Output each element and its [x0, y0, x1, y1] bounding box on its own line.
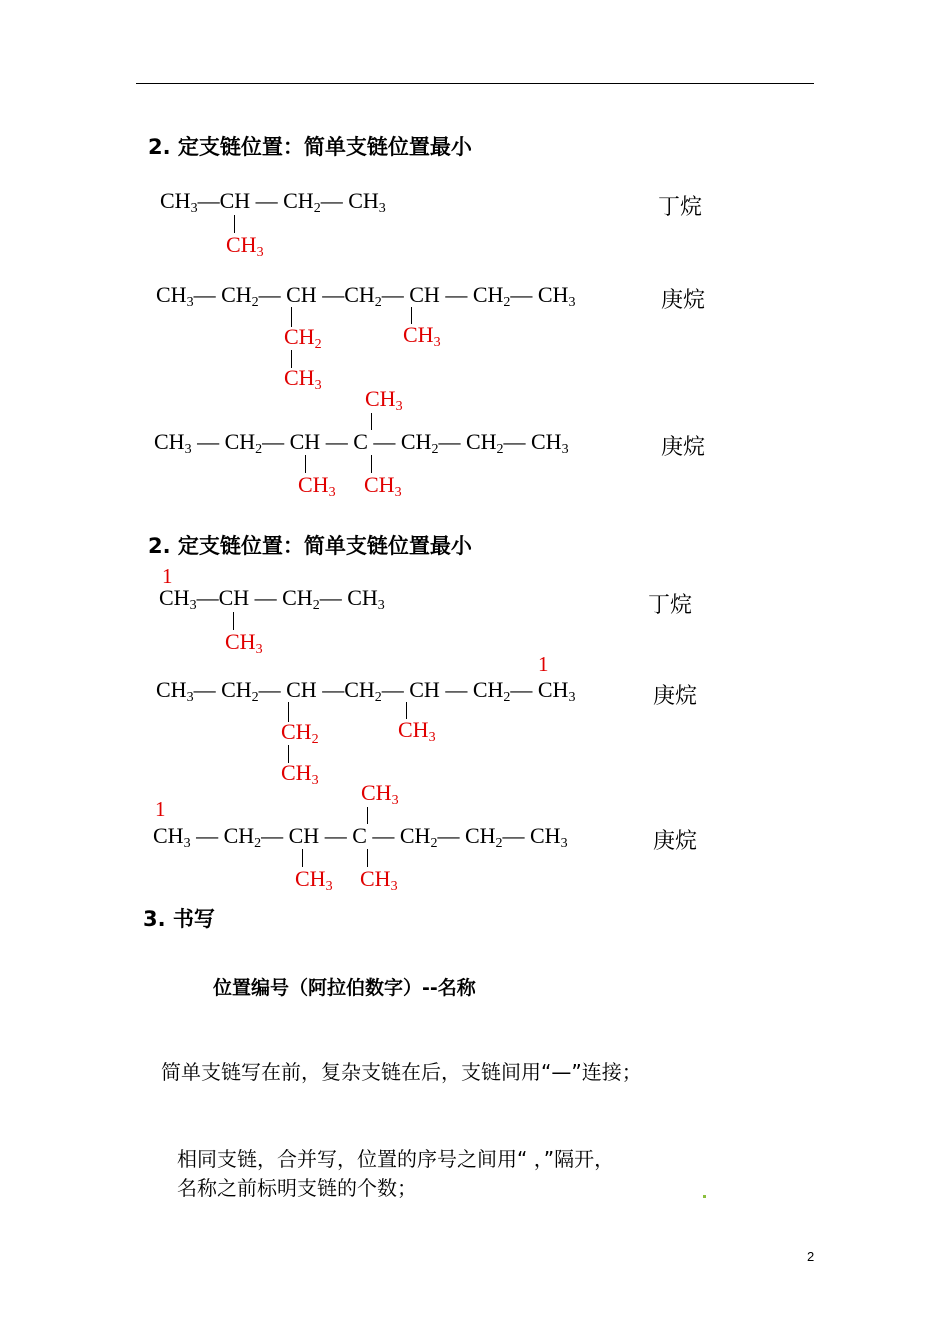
- heptane1-branch-methyl: $CH_3$: [403, 322, 441, 350]
- butane-name: 丁烷: [658, 195, 703, 220]
- butane-main-chain: $CH_3—CH$ — $CH_2—$ $CH_3$: [160, 188, 386, 216]
- heptane2-bond-1b: [302, 849, 303, 867]
- writing-rule-3b: 名称之前标明支链的个数；: [177, 1176, 417, 1200]
- butane-main-chain-2: $CH_3—CH$ — $CH_2—$ $CH_3$: [159, 585, 385, 613]
- butane-branch-2: $CH_3$: [225, 629, 263, 657]
- heptane2-bond-1: [305, 455, 306, 473]
- heptane2-branch-1: $CH_3$: [298, 472, 336, 500]
- heptane1-branch-ethyl-ch2-b: $CH_2$: [281, 719, 319, 747]
- heptane2-name-2: 庚烷: [653, 829, 698, 854]
- heptane2-bond-2: [371, 455, 372, 473]
- butane-number-1: 1: [162, 564, 173, 588]
- heptane1-branch-ethyl-ch3: $CH_3$: [284, 365, 322, 393]
- heptane2-top-branch: $CH_3$: [365, 386, 403, 414]
- heptane1-number-1: 1: [538, 652, 549, 676]
- writing-rule-2: 简单支链写在前，复杂支链在后，支链间用“—”连接；: [161, 1060, 642, 1084]
- section-heading-3: 3. 书写: [143, 907, 215, 931]
- heptane2-main-chain: $CH_3$ — $CH_2—$ CH — C — $CH_2—$ $CH_2—$ $CH_3$: [154, 429, 569, 457]
- heptane2-bond-top: [371, 413, 372, 430]
- butane-branch: $CH_3$: [226, 232, 264, 260]
- butane-bond: [234, 215, 235, 233]
- heptane1-branch-ethyl-ch3-b: $CH_3$: [281, 760, 319, 788]
- heptane2-top-branch-b: $CH_3$: [361, 780, 399, 808]
- decorative-dot: [703, 1195, 706, 1198]
- writing-rule-3a: 相同支链，合并写，位置的序号之间用“ ，”隔开，: [177, 1147, 615, 1171]
- heptane1-branch-ethyl-ch2: $CH_2$: [284, 324, 322, 352]
- section-heading-1: 2. 定支链位置：简单支链位置最小: [148, 135, 472, 159]
- heptane2-branch-1b: $CH_3$: [295, 866, 333, 894]
- heptane2-bond-2b: [367, 849, 368, 867]
- heptane2-number-1: 1: [155, 797, 166, 821]
- heptane2-bond-top-b: [367, 807, 368, 824]
- heptane1-name-2: 庚烷: [653, 684, 698, 709]
- butane-bond-2: [233, 612, 234, 630]
- heptane1-main-chain: $CH_3—$ $CH_2—$ CH $—CH_2—$ CH — $CH_2—$ $CH_3$: [156, 282, 576, 310]
- section-heading-2: 2. 定支链位置：简单支链位置最小: [148, 534, 472, 558]
- header-rule: [136, 83, 814, 84]
- heptane1-name: 庚烷: [661, 288, 706, 313]
- page-number: 2: [807, 1249, 815, 1264]
- heptane1-main-chain-2: $CH_3—$ $CH_2—$ CH $—CH_2—$ CH — $CH_2—$ $CH_3$: [156, 677, 576, 705]
- heptane2-branch-2b: $CH_3$: [360, 866, 398, 894]
- writing-rule-1: 位置编号（阿拉伯数字）--名称: [213, 977, 476, 999]
- heptane2-name: 庚烷: [661, 435, 706, 460]
- butane-name-2: 丁烷: [648, 593, 693, 618]
- heptane2-main-chain-2: $CH_3$ — $CH_2—$ CH — C — $CH_2—$ $CH_2—$ $CH_3$: [153, 823, 568, 851]
- heptane2-branch-2: $CH_3$: [364, 472, 402, 500]
- heptane1-branch-methyl-b: $CH_3$: [398, 717, 436, 745]
